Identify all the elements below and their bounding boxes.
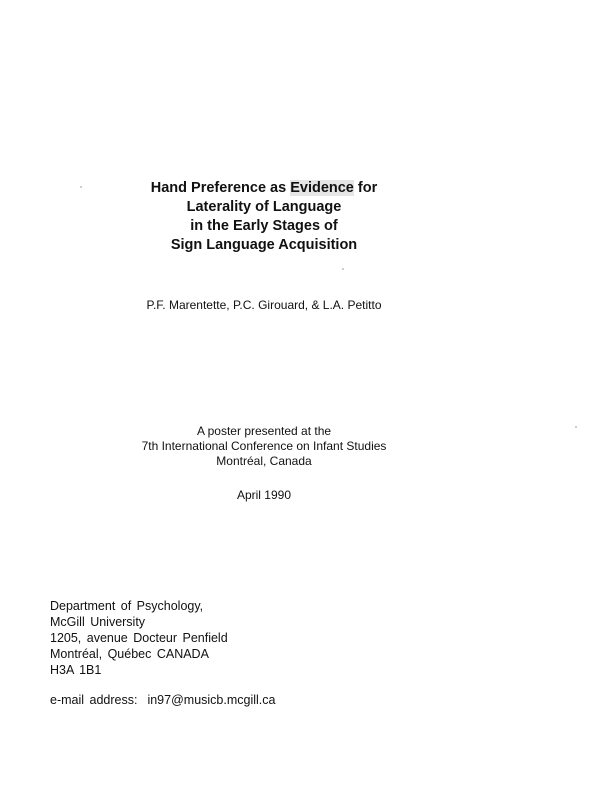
postal-address: [50, 598, 228, 678]
scan-speck: [342, 268, 344, 270]
address-line-4: Montréal, Québec CANADA: [50, 647, 209, 661]
title-line-1-post: for: [353, 180, 378, 196]
title-highlighted-word: Evidence: [290, 180, 354, 196]
address-line-5: H3A 1B1: [50, 663, 102, 677]
authors-line: P.F. Marentette, P.C. Girouard, & L.A. Petitto: [146, 298, 382, 312]
address-line-1: Department of Psychology,: [50, 599, 204, 613]
scan-speck: [575, 426, 577, 428]
email-address-line: [50, 693, 275, 707]
poster-info: [0, 424, 528, 469]
title-line-2: Laterality of Language: [186, 199, 342, 215]
poster-line-3: Montréal, Canada: [216, 454, 312, 468]
title-line-1: [0, 179, 528, 198]
email-label: e-mail address:: [50, 693, 138, 707]
title-line-3: in the Early Stages of: [190, 218, 338, 234]
title-line-4: Sign Language Acquisition: [170, 237, 358, 253]
address-line-3: 1205, avenue Docteur Penfield: [50, 631, 228, 645]
poster-line-1: A poster presented at the: [196, 424, 332, 438]
document-title: [0, 179, 528, 255]
email-value: in97@musicb.mcgill.ca: [147, 693, 276, 707]
poster-line-2: 7th International Conference on Infant Studies: [141, 439, 387, 453]
presentation-date: April 1990: [236, 488, 292, 502]
address-line-2: McGill University: [50, 615, 146, 629]
title-line-1-pre: Hand Preference as: [150, 180, 291, 196]
